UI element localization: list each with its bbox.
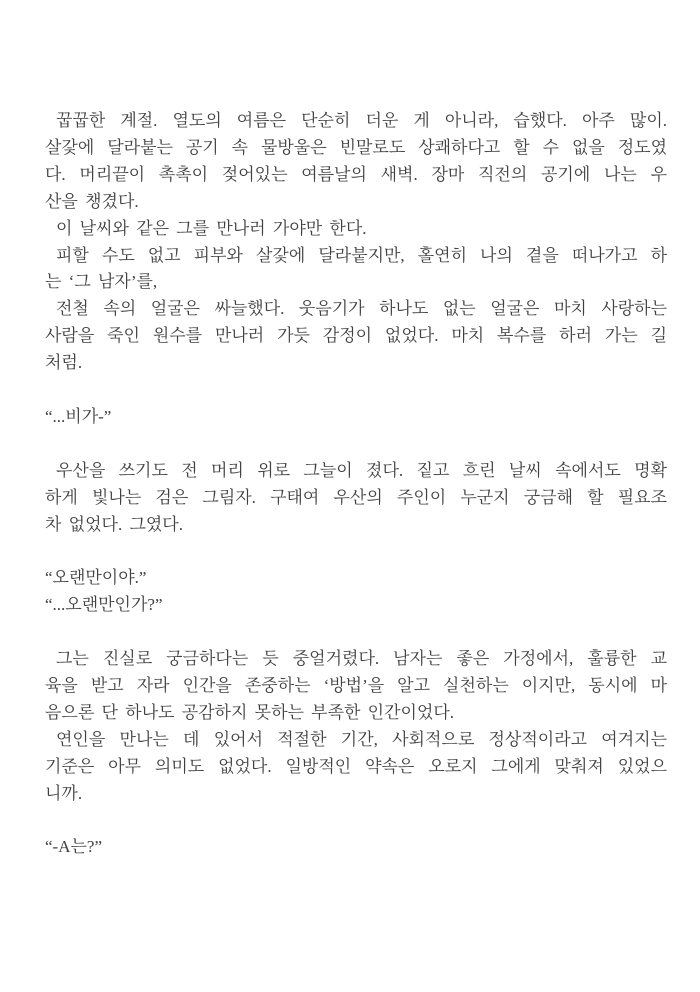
text-line: 피할 수도 없고 피부와 살갗에 달라붙지만, 홀연히 나의 곁을 떠나가고 하	[56, 245, 667, 265]
text-line: 차 없었다. 그였다.	[45, 514, 183, 534]
text-line: “-A는?”	[45, 837, 102, 857]
text-line: “...비가-”	[45, 406, 112, 426]
blank-line	[45, 808, 667, 835]
text-line: 육을 받고 자라 인간을 존중하는 ‘방법’을 알고 실천하는 이지만, 동시에 마	[45, 675, 667, 695]
text-line: 는 ‘그 남자’를,	[45, 272, 158, 292]
blank-line	[45, 431, 667, 458]
text-line: 음으론 단 하나도 공감하지 못하는 부족한 인간이었다.	[45, 702, 455, 722]
novel-text-block	[45, 108, 667, 861]
text-line: 그는 진실로 궁금하다는 듯 중얼거렸다. 남자는 좋은 가정에서, 훌륭한 교	[56, 649, 667, 669]
text-line: 사람을 죽인 원수를 만나러 가듯 감정이 없었다. 마치 복수를 하러 가는 길	[45, 326, 667, 346]
text-line: 하게 빛나는 검은 그림자. 구태여 우산의 주인이 누군지 궁금해 할 필요조	[45, 487, 667, 507]
text-line: 처럼.	[45, 353, 83, 373]
text-line: 기준은 아무 의미도 없었다. 일방적인 약속은 오로지 그에게 맞춰져 있었으	[45, 756, 667, 776]
text-line: 니까.	[45, 783, 83, 803]
blank-line	[45, 538, 667, 565]
text-line: 연인을 만나는 데 있어서 적절한 기간, 사회적으로 정상적이라고 여겨지는	[56, 729, 667, 749]
text-line: 다. 머리끝이 촉촉이 젖어있는 여름날의 새벽. 장마 직전의 공기에 나는 우	[45, 164, 667, 184]
blank-line	[45, 377, 667, 404]
text-line: “...오랜만인가?”	[45, 595, 163, 615]
text-line: “오랜만이야.”	[45, 568, 147, 588]
text-line: 살갗에 달라붙는 공기 속 물방울은 빈말로도 상쾌하다고 할 수 없을 정도였	[45, 137, 667, 157]
text-line: 전철 속의 얼굴은 싸늘했다. 웃음기가 하나도 없는 얼굴은 마치 사랑하는	[56, 299, 667, 319]
text-line: 산을 챙겼다.	[45, 191, 139, 211]
text-line: 이 날씨와 같은 그를 만나러 가야만 한다.	[56, 218, 367, 238]
text-line: 우산을 쓰기도 전 머리 위로 그늘이 졌다. 짙고 흐린 날씨 속에서도 명확	[56, 460, 667, 480]
blank-line	[45, 619, 667, 646]
text-line: 꿉꿉한 계절. 열도의 여름은 단순히 더운 게 아니라, 습했다. 아주 많이.	[56, 111, 667, 130]
